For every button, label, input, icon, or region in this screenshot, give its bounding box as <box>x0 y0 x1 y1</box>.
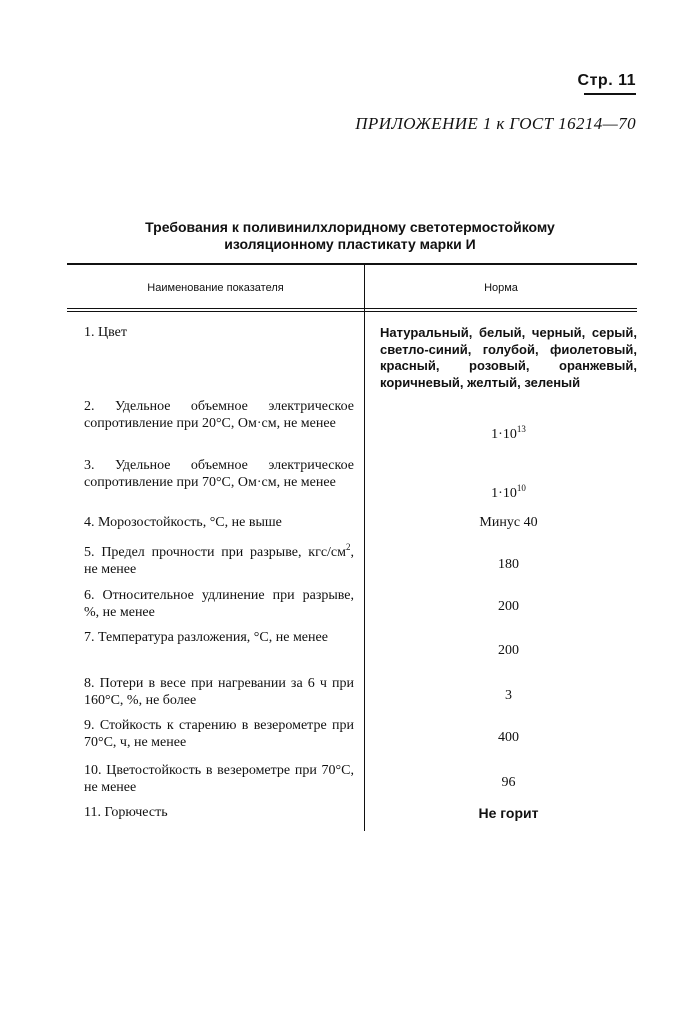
table-title <box>0 219 700 253</box>
row-5-indicator-suffix: , не менее <box>84 545 354 577</box>
table-top-rule <box>67 263 637 265</box>
table-title-line-1: Требования к поливинилхлоридному светотермостойкому <box>145 219 555 235</box>
row-3-indicator: 3. Удельное объемное электрическое сопротивление при 70°С, Ом·см, не менее <box>84 458 354 490</box>
row-2-norm-exponent: 13 <box>516 424 526 434</box>
row-11-indicator: 11. Горючесть <box>84 805 168 820</box>
row-3-norm-exponent: 10 <box>516 483 526 493</box>
row-10-norm: 96 <box>501 775 516 790</box>
row-1-indicator: 1. Цвет <box>84 325 127 340</box>
row-7-indicator: 7. Температура разложения, °С, не менее <box>84 630 328 645</box>
row-2-norm-base: 1·10 <box>491 427 517 442</box>
column-header-indicator: Наименование показателя <box>147 282 284 294</box>
row-3-norm-base: 1·10 <box>491 486 517 501</box>
row-4-indicator: 4. Морозостойкость, °С, не выше <box>84 515 282 530</box>
appendix-heading: ПРИЛОЖЕНИЕ 1 к ГОСТ 16214—70 <box>355 114 636 133</box>
page-number: Стр. 11 <box>577 72 636 89</box>
row-1-norm: Натуральный, белый, черный, серый, светло-синий, голубой, фиолетовый, красный, розовый, оранжевый, коричневый, желтый, зеленый <box>380 325 637 390</box>
table-title-line-2: изоляционному пластикату марки И <box>224 236 476 252</box>
row-4-norm: Минус 40 <box>479 515 538 530</box>
row-9-indicator: 9. Стойкость к старению в везерометре при 70°С, ч, не менее <box>84 718 354 750</box>
row-3-norm <box>380 483 637 503</box>
row-9-norm: 400 <box>498 730 519 745</box>
row-10-indicator: 10. Цветостойкость в везерометре при 70°С, не менее <box>84 763 354 795</box>
row-6-indicator: 6. Относительное удлинение при разрыве, %, не менее <box>84 588 354 620</box>
table-header-rule-2 <box>67 311 637 312</box>
row-6-norm: 200 <box>498 599 519 614</box>
row-5-norm: 180 <box>498 557 519 572</box>
row-8-norm: 3 <box>505 688 512 703</box>
row-7-norm: 200 <box>498 643 519 658</box>
column-header-norm: Норма <box>484 282 518 294</box>
row-5-indicator-text: 5. Предел прочности при разрыве, кгс/см <box>84 545 346 560</box>
row-5-indicator-superscript: 2 <box>346 542 351 552</box>
row-2-norm <box>380 424 637 444</box>
table-header-rule-1 <box>67 308 637 309</box>
page-number-underline <box>584 93 636 95</box>
row-8-indicator: 8. Потери в весе при нагревании за 6 ч при 160°С, %, не более <box>84 676 354 708</box>
table-column-divider <box>364 264 365 831</box>
row-5-indicator <box>84 542 354 578</box>
row-2-indicator: 2. Удельное объемное электрическое сопротивление при 20°С, Ом·см, не менее <box>84 399 354 431</box>
row-11-norm: Не горит <box>478 805 539 821</box>
